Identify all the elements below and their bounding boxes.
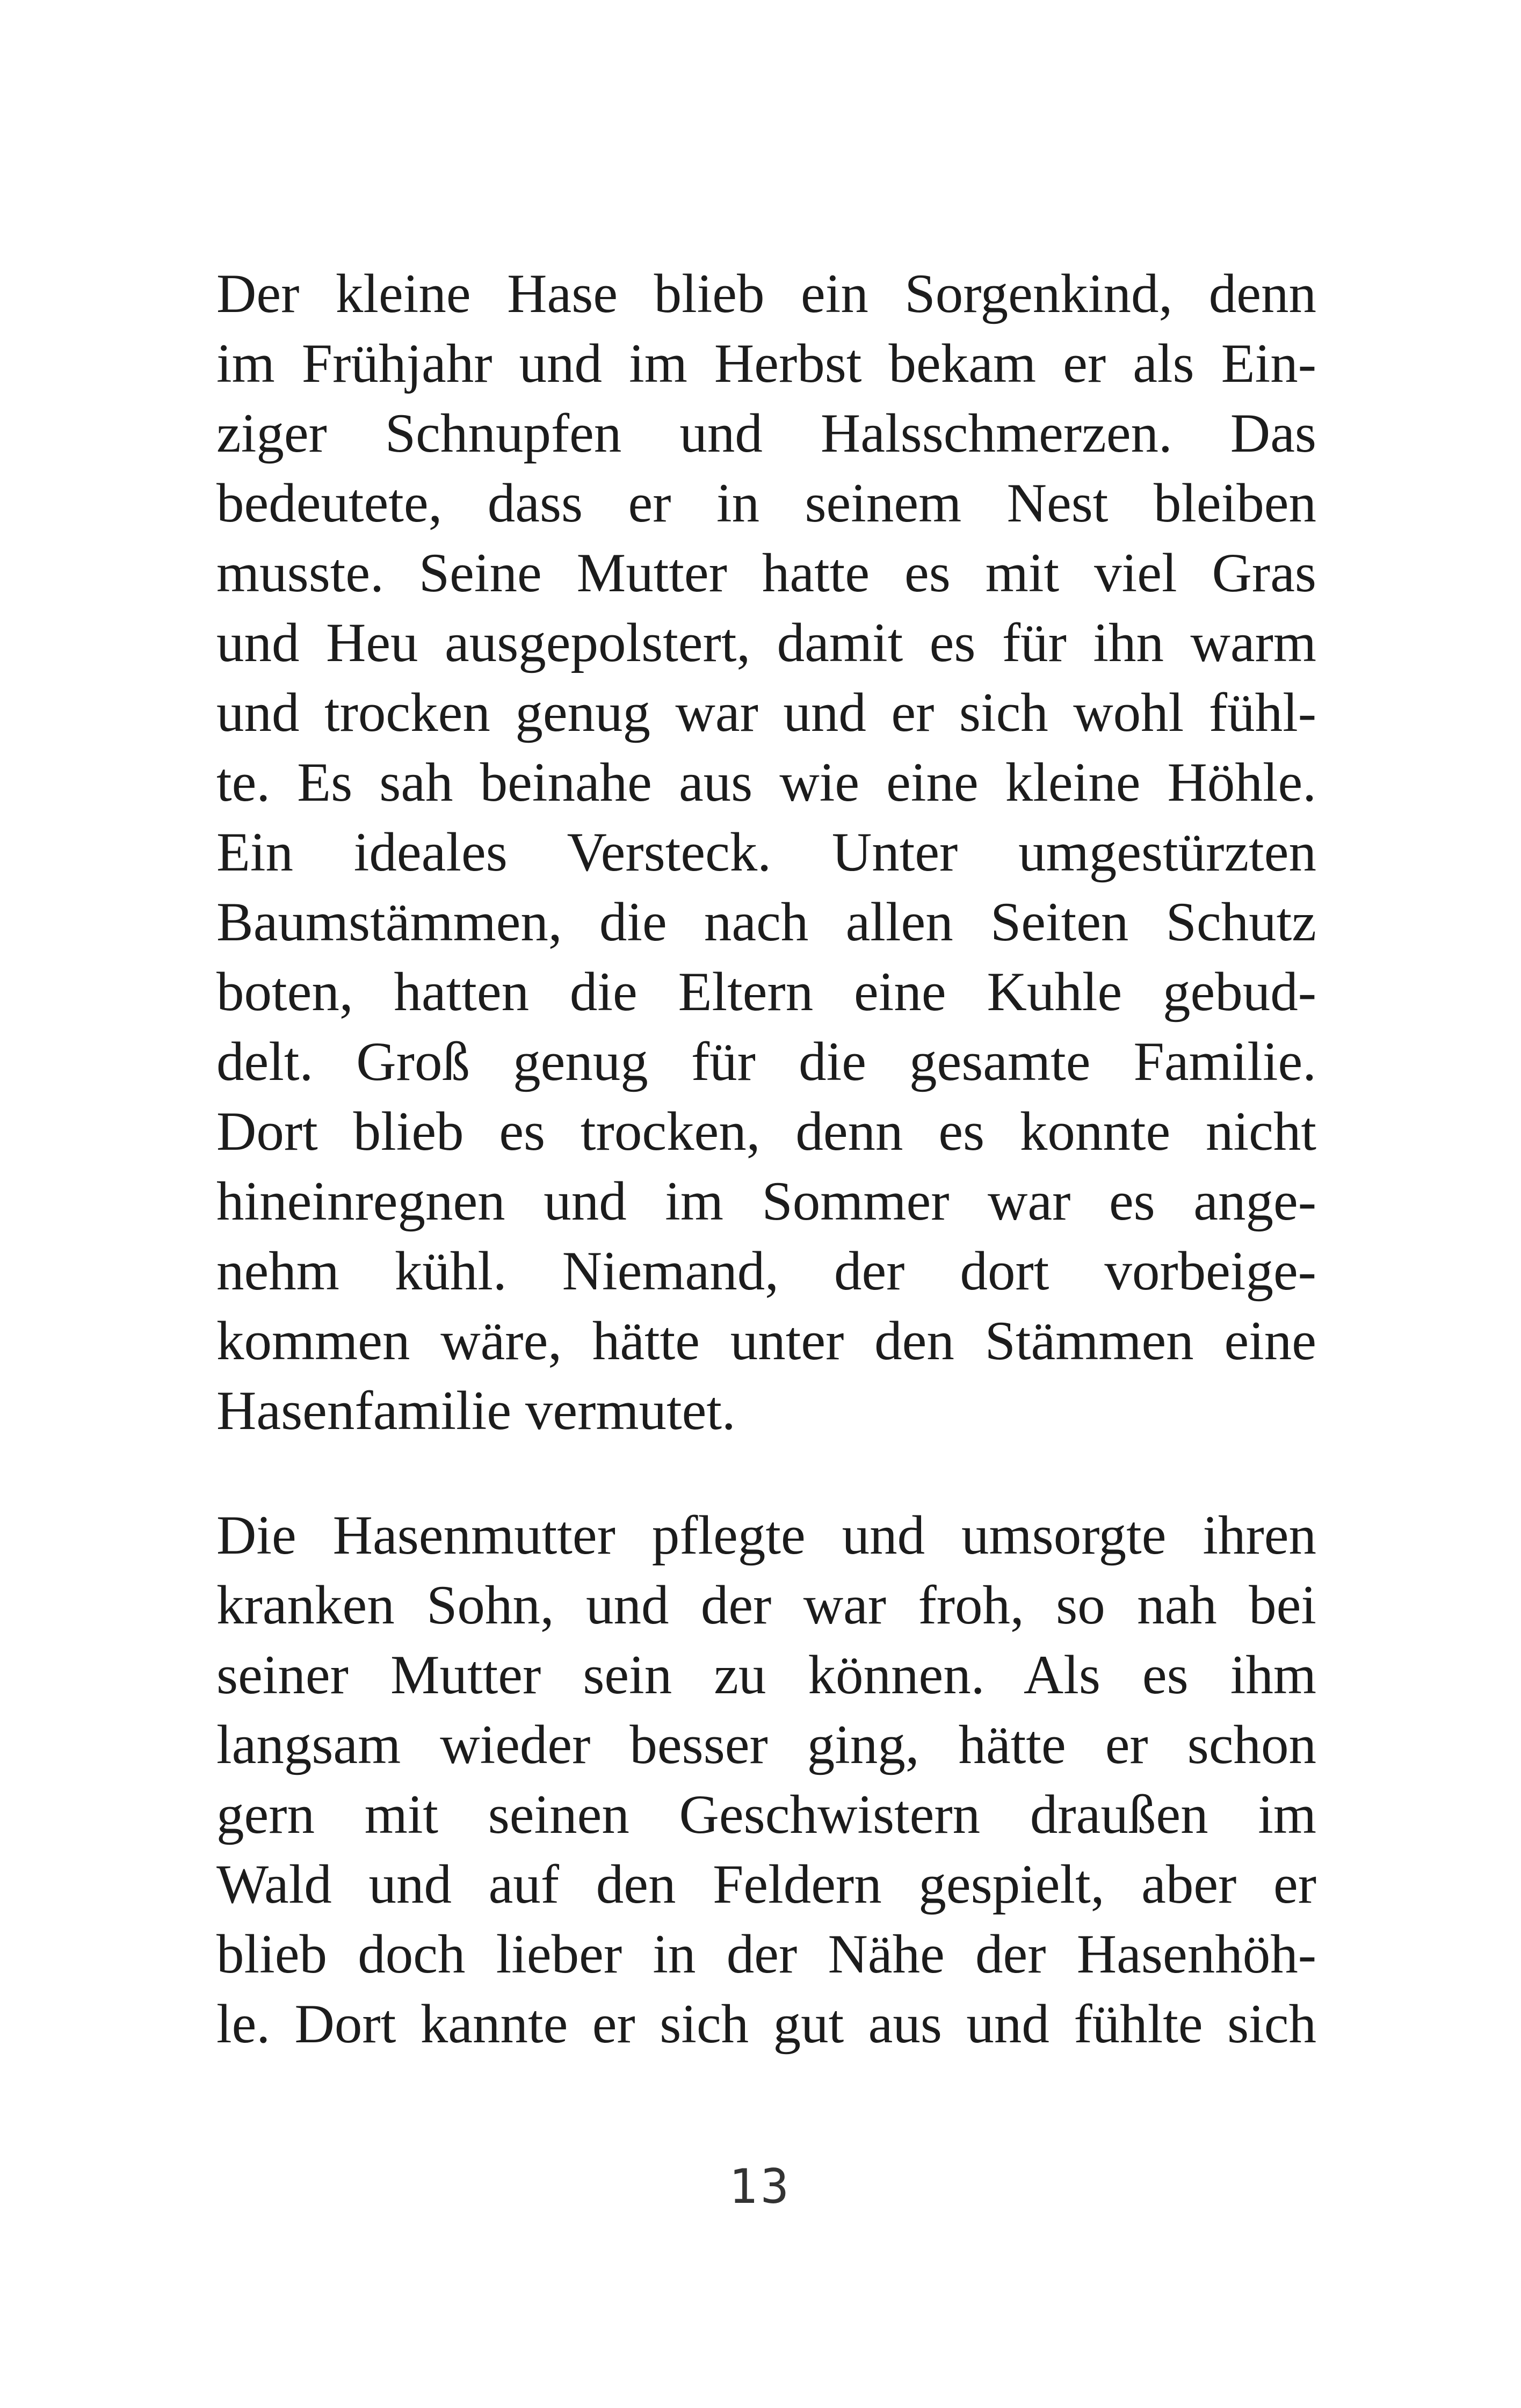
text-line: hineinregnen und im Sommer war es ange- <box>216 1171 1316 1232</box>
text-line: te. Es sah beinahe aus wie eine kleine Höhle. <box>216 752 1316 813</box>
page-number: 13 <box>729 2159 792 2214</box>
text-line: ziger Schnupfen und Halsschmerzen. Das <box>216 403 1316 464</box>
text-line: nehm kühl. Niemand, der dort vorbeige- <box>216 1241 1316 1302</box>
text-line: Wald und auf den Feldern gespielt, aber er <box>216 1854 1316 1915</box>
text-line: Die Hasenmutter pflegte und umsorgte ihren <box>216 1505 1316 1566</box>
text-line: im Frühjahr und im Herbst bekam er als Ein- <box>216 333 1316 394</box>
text-line: bedeutete, dass er in seinem Nest bleiben <box>216 473 1316 534</box>
text-line: Hasenfamilie vermutet. <box>216 1380 736 1441</box>
paragraph-1 <box>216 259 1316 1446</box>
text-line: langsam wieder besser ging, hätte er schon <box>216 1714 1316 1775</box>
text-line: Der kleine Hase blieb ein Sorgenkind, denn <box>216 263 1316 324</box>
text-line: Dort blieb es trocken, denn es konnte nicht <box>216 1101 1316 1162</box>
text-line: le. Dort kannte er sich gut aus und fühlte sich <box>216 1993 1316 2055</box>
text-line: Ein ideales Versteck. Unter umgestürzten <box>216 822 1316 883</box>
text-line: und Heu ausgepolstert, damit es für ihn warm <box>216 612 1316 673</box>
text-line: musste. Seine Mutter hatte es mit viel Gras <box>216 542 1316 604</box>
text-line: gern mit seinen Geschwistern draußen im <box>216 1784 1316 1845</box>
text-line: kranken Sohn, und der war froh, so nah bei <box>216 1575 1316 1636</box>
text-line: delt. Groß genug für die gesamte Familie. <box>216 1031 1316 1092</box>
text-line: kommen wäre, hätte unter den Stämmen eine <box>216 1310 1316 1372</box>
text-line: seiner Mutter sein zu können. Als es ihm <box>216 1644 1316 1706</box>
paragraph-2 <box>216 1500 1316 2059</box>
text-line: blieb doch lieber in der Nähe der Hasenhöh- <box>216 1924 1316 1985</box>
text-line: Baumstämmen, die nach allen Seiten Schutz <box>216 891 1316 953</box>
text-line: und trocken genug war und er sich wohl fühl- <box>216 682 1316 743</box>
text-line: boten, hatten die Eltern eine Kuhle gebud- <box>216 961 1316 1022</box>
